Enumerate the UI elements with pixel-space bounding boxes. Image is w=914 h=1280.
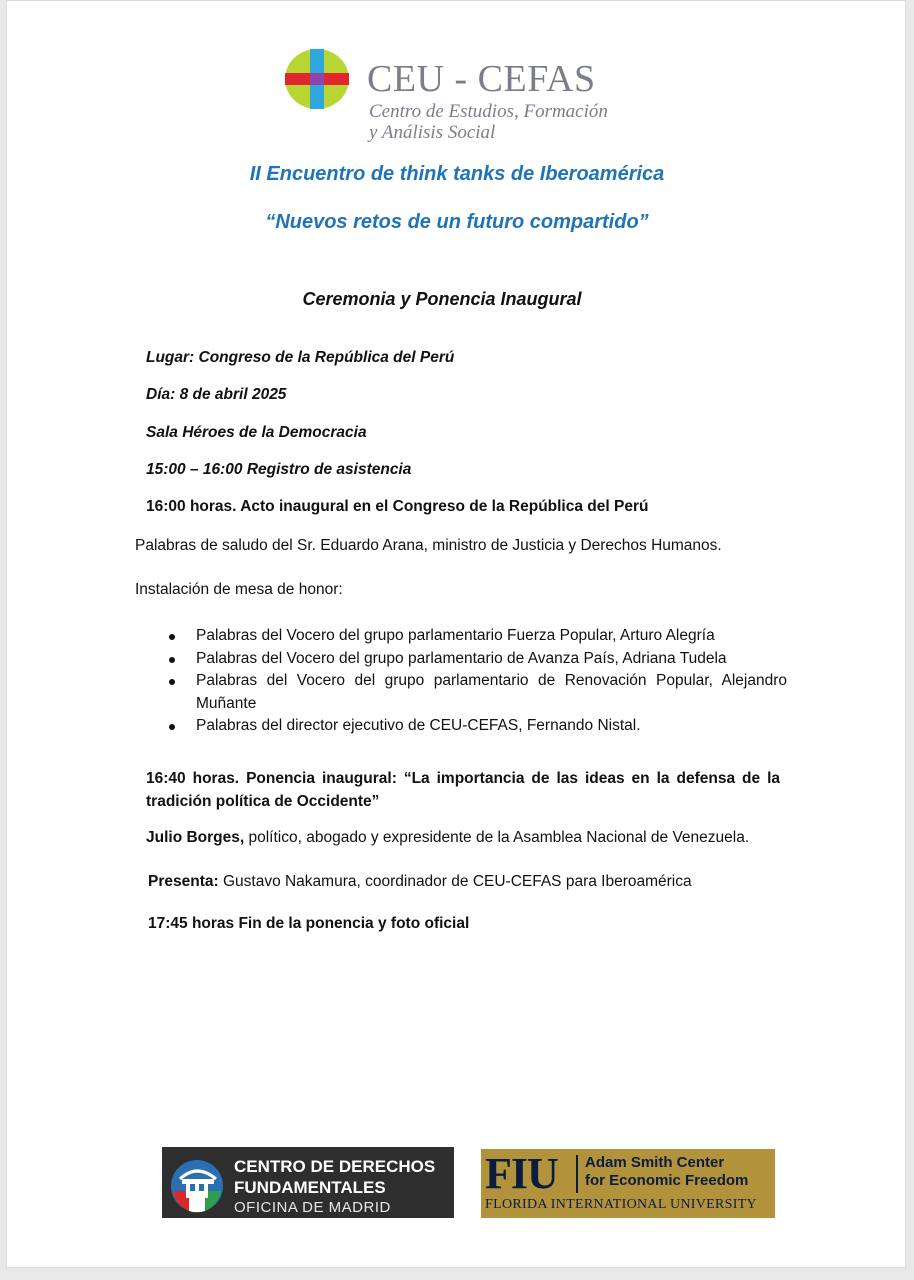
lugar-line: Lugar: Congreso de la República del Perú (146, 349, 455, 366)
fiu-logo (481, 1149, 775, 1218)
logo-subtitle-line2: y Análisis Social (369, 122, 496, 143)
bullet-icon (169, 634, 175, 640)
list-item (167, 625, 787, 648)
event-subtitle: “Nuevos retos de un futuro compartido” (265, 211, 649, 233)
fiu-line1: Adam Smith Center (585, 1154, 725, 1171)
bullet-icon (169, 679, 175, 685)
bullet-icon (169, 724, 175, 730)
cdf-line3: OFICINA DE MADRID (234, 1199, 391, 1216)
list-item-text: Palabras del Vocero del grupo parlamentario Fuerza Popular, Arturo Alegría (196, 627, 715, 644)
fiu-mark: FIU (485, 1149, 558, 1198)
list-item-text: Palabras del director ejecutivo de CEU-CEFAS, Fernando Nistal. (196, 717, 641, 734)
list-item (167, 648, 787, 671)
cdf-logo (162, 1147, 454, 1218)
saludo-line: Palabras de saludo del Sr. Eduardo Arana, ministro de Justicia y Derechos Humanos. (135, 537, 722, 554)
cdf-line1: CENTRO DE DERECHOS (234, 1157, 436, 1176)
fiu-line3: FLORIDA INTERNATIONAL UNIVERSITY (485, 1197, 757, 1212)
cdf-line2: FUNDAMENTALES (234, 1178, 386, 1197)
bullet-icon (169, 657, 175, 663)
ceu-cefas-logo (285, 49, 645, 145)
list-item (167, 670, 787, 715)
presenta-label: Presenta: (148, 873, 219, 890)
ceu-cefas-cross-icon (285, 49, 349, 109)
list-item-text: Palabras del Vocero del grupo parlamentario de Renovación Popular, Alejandro Muñante (196, 672, 787, 712)
event-title: II Encuentro de think tanks de Iberoamérica (249, 163, 665, 185)
speaker-description: político, abogado y expresidente de la Asamblea Nacional de Venezuela. (244, 829, 750, 846)
list-item-text: Palabras del Vocero del grupo parlamentario de Avanza País, Adriana Tudela (196, 649, 727, 667)
speaker-name: Julio Borges, (146, 829, 245, 846)
presenta-description: Gustavo Nakamura, coordinador de CEU-CEFAS para Iberoamérica (218, 873, 692, 890)
acto-line: 16:00 horas. Acto inaugural en el Congreso de la República del Perú (146, 498, 649, 515)
logo-subtitle-line1: Centro de Estudios, Formación (369, 101, 608, 122)
fin-line: 17:45 horas Fin de la ponencia y foto oficial (148, 915, 470, 932)
ponencia-paragraph: 16:40 horas. Ponencia inaugural: “La importancia de las ideas en la defensa de la tradición política de Occidente” (146, 770, 780, 810)
section-title: Ceremonia y Ponencia Inaugural (302, 289, 582, 309)
sala-line: Sala Héroes de la Democracia (146, 424, 367, 441)
logo-title: CEU - CEFAS (367, 58, 596, 100)
presenta-line (148, 873, 692, 891)
fiu-line2: for Economic Freedom (585, 1172, 749, 1189)
mesa-honor-list (167, 625, 787, 738)
speaker-line (146, 829, 749, 847)
instalacion-line: Instalación de mesa de honor: (135, 581, 343, 598)
cdf-globe-icon (168, 1157, 226, 1215)
registro-line: 15:00 – 16:00 Registro de asistencia (146, 461, 412, 478)
list-item (167, 715, 787, 738)
fiu-divider (576, 1155, 578, 1193)
document-page (6, 0, 906, 1268)
dia-line: Día: 8 de abril 2025 (146, 386, 287, 403)
